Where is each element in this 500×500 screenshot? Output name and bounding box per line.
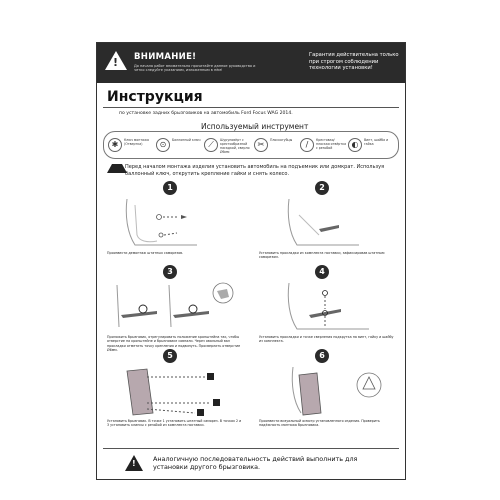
- step-caption: Произвести визуальный осмотр установленного изделия. Проверить надёжность монтажа брызговика.: [259, 419, 380, 428]
- step-illustration: [107, 279, 241, 333]
- step-number: 6: [315, 349, 329, 363]
- step-3: [101, 265, 247, 357]
- tool-item: [108, 136, 158, 156]
- clips-icon: ◐: [348, 138, 362, 152]
- tool-label: Винт, шайба и гайка: [364, 138, 389, 146]
- tool-label: Плоскогубцы: [270, 138, 293, 142]
- step-illustration: [107, 363, 241, 417]
- step-caption: Приложить брызговик, отрегулировать положение кронштейна так, чтобы отверстие на кронштейне и брызговике совпали. Через овальный вал прокладки отметить точку крепления и подвинуть. Просверлить отверстие Ø6мм.: [107, 335, 241, 352]
- page-title: Инструкция: [107, 89, 203, 105]
- step-2: [253, 181, 399, 273]
- pliers-icon: ✂: [254, 138, 268, 152]
- socket-wrench-icon: ⊙: [156, 138, 170, 152]
- step-illustration: [107, 195, 241, 249]
- warning-icon: !: [105, 51, 127, 70]
- page-subtitle: по установке задних брызговиков на автомобиль Ford Focus WAG 2014.: [119, 111, 293, 116]
- tool-label: Крестовая/плоская отвёртка с резьбой: [316, 138, 347, 150]
- title-divider: [103, 107, 399, 108]
- step-5: [101, 349, 247, 441]
- step-caption: Установить прокладки из комплекта поставки, зафиксировав штатным саморезом.: [259, 251, 385, 260]
- step-4: [253, 265, 399, 357]
- warning-banner: [97, 43, 405, 83]
- step-illustration: [259, 195, 393, 249]
- tool-item: [156, 136, 206, 156]
- step-illustration: [259, 279, 393, 333]
- step-illustration: [259, 363, 393, 417]
- instruction-sheet: [96, 42, 406, 480]
- step-1: [101, 181, 247, 273]
- warning-title: ВНИМАНИЕ!: [134, 52, 197, 62]
- step-caption: Произвести демонтаж штатных саморезов.: [107, 251, 184, 255]
- tool-item: [348, 136, 398, 156]
- footer-divider: [103, 448, 399, 449]
- step-number: 2: [315, 181, 329, 195]
- torx-bit-icon: ✱: [108, 138, 122, 152]
- tool-label: Баллонный ключ: [172, 138, 201, 142]
- screwdriver-flat-icon: /: [300, 138, 314, 152]
- tool-label: Шуруповёрт с крестообразной насадкой, сверло Ø6мм: [220, 138, 250, 154]
- step-caption: Установить брызговик. В точке 1 установить штатный саморез. В точках 2 и 3 установить клипсы с резьбой из комплекта поставки.: [107, 419, 242, 428]
- tool-item: [300, 136, 350, 156]
- step-number: 3: [163, 265, 177, 279]
- step-number: 5: [163, 349, 177, 363]
- step-caption: Установить прокладки и точке сверления подкрутка на винт, гайку и шайбу из комплекта.: [259, 335, 394, 344]
- tools-panel: [103, 131, 399, 159]
- notice-text: Перед началом монтажа изделия установить автомобиль на подъемник или домкрат. Используя баллонный ключ, открутить крепление гайки и снять колесо.: [125, 164, 385, 177]
- tool-label: Ключ монтажа (Отвертка): [124, 138, 149, 146]
- step-number: 1: [163, 181, 177, 195]
- footer-text: Аналогичную последовательность действий выполнить для установки другого брызговика.: [153, 455, 358, 471]
- guarantee-text: Гарантия действительна только при строгом соблюдении технологии установки!: [309, 52, 399, 72]
- notice-warning-icon: [107, 164, 127, 173]
- tools-heading: Используемый инструмент: [201, 122, 309, 131]
- screwdriver-icon: ⟋: [204, 138, 218, 152]
- step-6: [253, 349, 399, 441]
- footer-warning-icon: !: [125, 455, 143, 471]
- step-number: 4: [315, 265, 329, 279]
- warning-text: До начала работ внимательно прочитайте данное руководство и четко следуйте указаниям, изложенным в нём!: [134, 64, 256, 73]
- tool-item: [254, 136, 304, 156]
- tool-item: [204, 136, 254, 156]
